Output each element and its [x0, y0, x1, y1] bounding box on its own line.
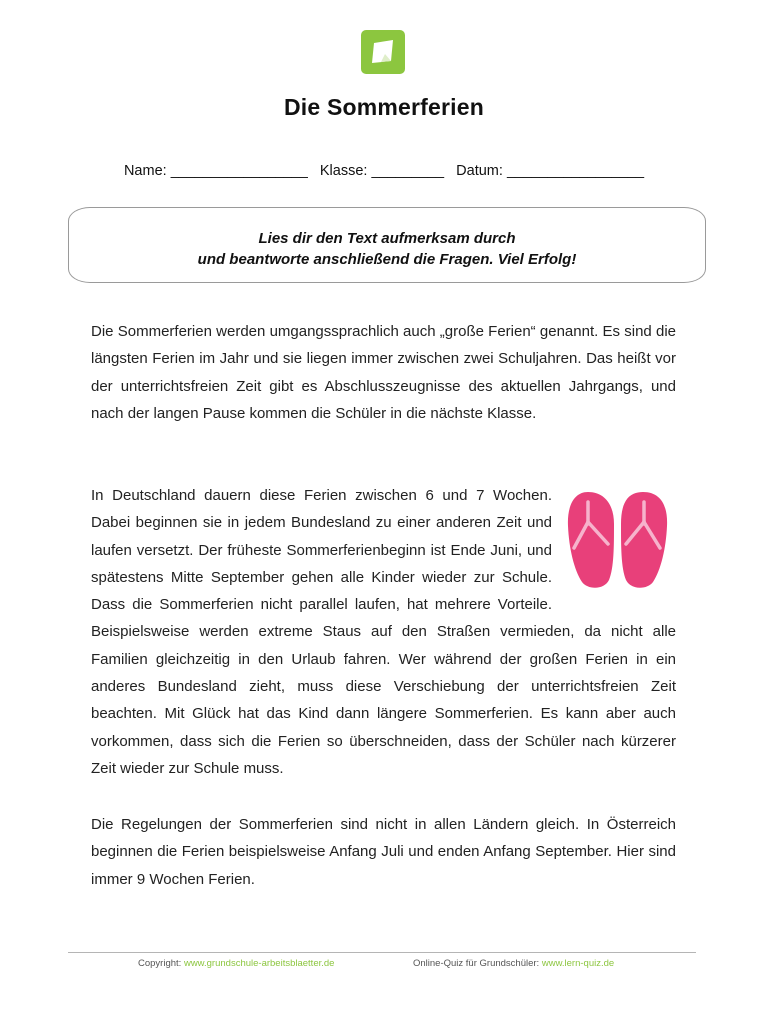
instructions-line-1: Lies dir den Text aufmerksam durch — [258, 230, 516, 247]
copyright-link[interactable]: www.grundschule-arbeitsblaetter.de — [183, 958, 335, 969]
paragraph-3: Die Regelungen der Sommerferien sind nicht in allen Ländern gleich. In Österreich beginnen die Ferien beispielsweise Anfang Juli und enden Anfang September. Hier sind immer 9 Wochen Ferien. — [91, 816, 676, 888]
quiz-label: Online-Quiz für Grundschüler: — [413, 958, 540, 969]
student-info-fields — [0, 163, 768, 179]
date-label: Datum: — [456, 163, 503, 179]
instructions-box — [68, 207, 706, 283]
paragraph-2-container — [91, 482, 676, 782]
footer-divider — [68, 952, 696, 953]
name-label: Name: — [123, 163, 167, 179]
quiz-link[interactable]: www.lern-quiz.de — [541, 958, 615, 969]
worksheet-logo-icon — [361, 30, 405, 74]
footer-copyright — [138, 958, 334, 969]
class-label: Klasse: — [319, 163, 368, 179]
paragraph-1: Die Sommerferien werden umgangssprachlich auch „große Ferien“ genannt. Es sind die längsten Ferien im Jahr und sie liegen immer zwischen zwei Schuljahren. Das heißt vor der unterrichtsfreien Zeit gibt es Abschlusszeugnisse des aktuellen Jahrgangs, und nach der langen Pause kommen die Schüler in die nächste Klasse. — [91, 323, 676, 422]
copyright-label: Copyright: — [138, 958, 182, 969]
instructions-line-2: und beantworte anschließend die Fragen. Viel Erfolg! — [197, 251, 577, 268]
flip-flops-icon — [564, 486, 679, 596]
class-blank: _________ — [371, 163, 445, 179]
footer-quiz — [413, 958, 614, 969]
paragraph-2: In Deutschland dauern diese Ferien zwischen 6 und 7 Wochen. Dabei beginnen sie in jedem Bundesland zu einer anderen Zeit und laufen versetzt. Der früheste Sommerferienbeginn ist Ende Juni, und spätestens Mitte September gehen alle Kinder wieder zur Schule. Dass die Sommerferien nicht parallel laufen, hat mehrere Vorteile. Beispielsweise werden extreme Staus auf den Straßen vermieden, da nicht alle Familien gleichzeitig in den Urlaub fahren. Wer während der großen Ferien in ein anderes Bundesland zieht, muss diese Verschiebung der unterrichtsfreien Zeit beachten. Mit Glück hat das Kind dann längere Sommerferien. Es kann aber auch vorkommen, dass sich die Ferien so überschneiden, dass der Schüler nach kürzerer Zeit wieder zur Schule muss. — [91, 487, 676, 777]
page-title: Die Sommerferien — [283, 94, 485, 120]
date-blank: _________________ — [506, 163, 645, 179]
name-blank: _________________ — [170, 163, 308, 179]
